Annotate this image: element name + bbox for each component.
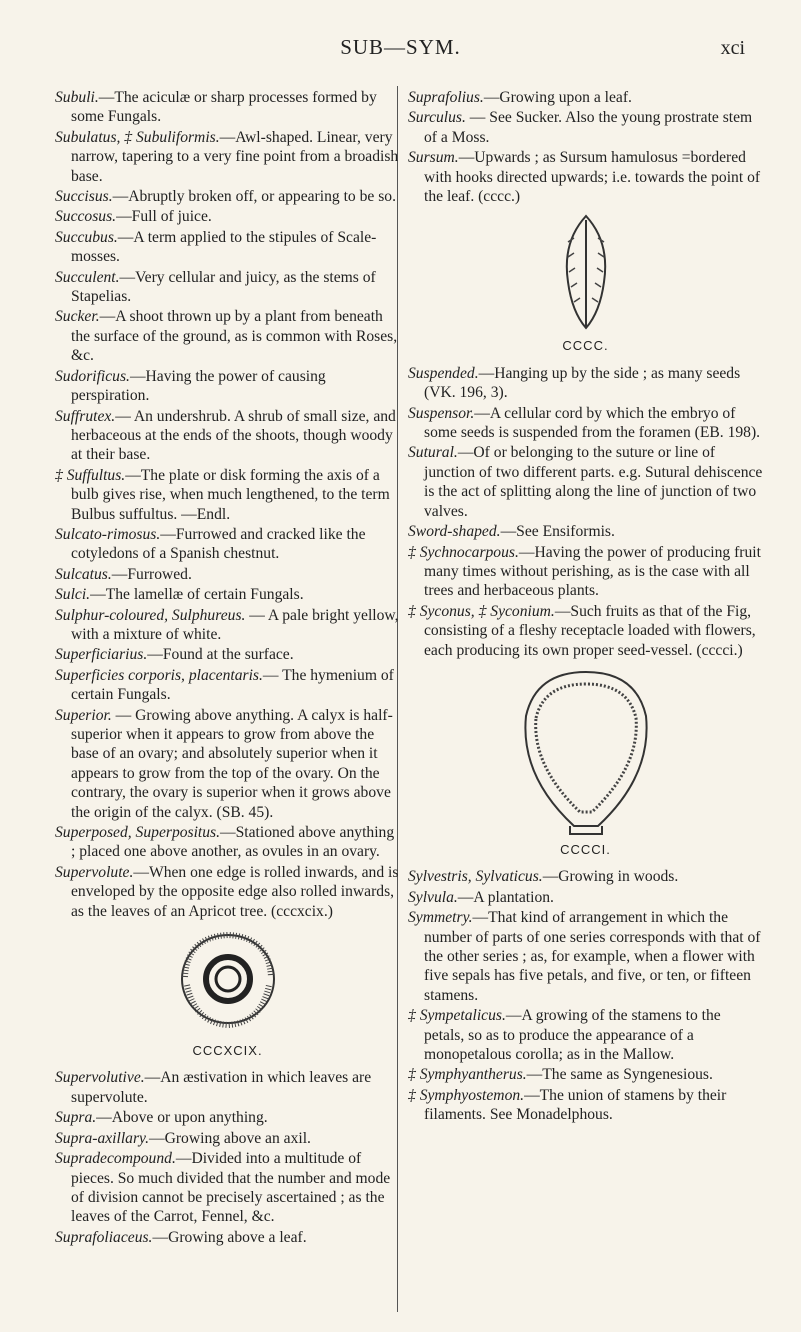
dictionary-entry — [408, 364, 763, 403]
dictionary-entry — [55, 863, 400, 921]
entry-definition: —Such fruits as that of the Fig, consisting of a fleshy receptacle loaded with flowers, each producing its own proper seed-vessel. (cccci.) — [424, 602, 756, 659]
entry-definition: —Awl-shaped. Linear, very narrow, tapering to a very fine point from a broadish base. — [71, 128, 399, 185]
figure-caption: CCCXCIX. — [192, 1043, 263, 1059]
entry-term: Supervolutive. — [55, 1069, 145, 1087]
dictionary-entry — [55, 367, 400, 406]
dictionary-entry — [408, 1065, 763, 1084]
entry-definition: —A shoot thrown up by a plant from beneath the surface of the ground, as is common with Roses, &c. — [71, 308, 398, 365]
entry-definition: —Stationed above anything ; placed one above another, as ovules in an ovary. — [71, 824, 395, 861]
entry-term: ‡ Sychnocarpous. — [408, 543, 519, 561]
figure-caption: CCCCI. — [560, 841, 611, 857]
figure-cccci — [408, 666, 763, 859]
dictionary-entry — [55, 585, 400, 604]
left-column — [55, 88, 400, 1248]
entry-term: Supra-axillary. — [55, 1129, 149, 1147]
entry-definition: —Abruptly broken off, or appearing to be so. — [112, 188, 396, 206]
entry-term: ‡ Suffultus. — [55, 466, 126, 484]
dictionary-entry — [55, 228, 400, 267]
dictionary-entry — [55, 565, 400, 584]
entry-term: Sudorificus. — [55, 367, 130, 385]
dictionary-entry — [55, 187, 400, 206]
entry-definition: —Found at the surface. — [147, 646, 294, 664]
entry-definition: —A plantation. — [457, 888, 554, 906]
entry-term: Suprafolius. — [408, 89, 484, 106]
entry-term: Supradecompound. — [55, 1150, 176, 1168]
figure-cccc — [408, 212, 763, 355]
dictionary-entry — [55, 307, 400, 365]
entry-definition: —Above or upon anything. — [96, 1109, 268, 1127]
dictionary-entry — [408, 908, 763, 1005]
dictionary-entry — [408, 1086, 763, 1125]
entry-definition: —Having the power of causing perspiration. — [71, 367, 326, 405]
entry-term: Supra. — [55, 1109, 97, 1127]
figure-caption: CCCC. — [562, 338, 609, 354]
entry-term: ‡ Symphyantherus. — [408, 1066, 527, 1084]
entry-definition: —Growing above an axil. — [149, 1129, 311, 1147]
entry-definition: —Growing above a leaf. — [152, 1228, 307, 1246]
entry-definition: —The same as Syngenesious. — [526, 1066, 713, 1084]
entry-definition: — The hymenium of certain Fungals. — [71, 666, 394, 704]
entry-definition: —A term applied to the stipules of Scale-mosses. — [71, 228, 377, 266]
dictionary-entry — [408, 148, 763, 206]
dictionary-entry — [408, 543, 763, 601]
entry-term: Superficiarius. — [55, 646, 148, 664]
entry-term: Sutural. — [408, 444, 458, 462]
entry-term: Symmetry. — [408, 909, 473, 927]
entry-definition: —Hanging up by the side ; as many seeds (VK. 196, 3). — [424, 364, 741, 402]
page-number: xci — [720, 37, 745, 59]
entry-definition: —The union of stamens by their filaments. See Monadelphous. — [424, 1086, 727, 1124]
entry-term: Surculus. — [408, 109, 466, 127]
dictionary-entry — [408, 1006, 763, 1064]
entry-definition: —Very cellular and juicy, as the stems of Stapelias. — [71, 268, 376, 306]
right-column — [408, 88, 763, 1126]
entry-definition: — A pale bright yellow, with a mixture of white. — [71, 606, 399, 643]
entry-term: Sursum. — [408, 149, 459, 167]
entry-definition: — Growing above anything. A calyx is half-superior when it appears to grow from above the base of an ovary; and absolutely superior when it appears to grow from the top of the ovary. On the contrary, the ovary is superior when it grows above the origin of the calyx. (SB. 45). — [71, 706, 393, 821]
entry-definition: —See Ensiformis. — [500, 523, 615, 541]
dictionary-entry — [55, 88, 400, 127]
entry-definition: — An undershrub. A shrub of small size, and herbaceous at the ends of the shoots, though woody at their base. — [71, 407, 396, 464]
dictionary-entry — [408, 108, 763, 147]
entry-definition: —When one edge is rolled inwards, and is enveloped by the opposite edge also rolled inwards, as the leaves of an Apricot tree. (cccxcix.) — [71, 863, 399, 920]
dictionary-entry — [408, 443, 763, 521]
entry-term: Suprafoliaceus. — [55, 1228, 153, 1246]
entry-definition: —Upwards ; as Sursum hamulosus =bordered with hooks directed upwards; i.e. towards the point of the leaf. (cccc.) — [424, 149, 761, 206]
entry-term: ‡ Sympetalicus. — [408, 1007, 506, 1025]
entry-term: Suspensor. — [408, 404, 475, 422]
entry-term: Succubus. — [55, 228, 118, 246]
entry-term: Succulent. — [55, 268, 120, 286]
dictionary-entry — [55, 606, 400, 645]
dictionary-entry — [408, 602, 763, 660]
entry-term: Superposed, Superpositus. — [55, 824, 221, 842]
entry-term: Supervolute. — [55, 863, 134, 881]
entry-definition: —Having the power of producing fruit many times without perishing, as is the case with all trees and herbaceous plants. — [424, 543, 761, 600]
entry-term: Sylvestris, Sylvaticus. — [408, 868, 543, 886]
dictionary-entry — [55, 1129, 400, 1148]
entry-term: ‡ Syconus, ‡ Syconium. — [408, 602, 555, 620]
dictionary-entry — [55, 207, 400, 226]
entry-term: Succisus. — [55, 188, 113, 206]
dictionary-entry — [55, 1228, 400, 1247]
entry-definition: —Furrowed. — [111, 565, 192, 583]
dictionary-entry — [55, 525, 400, 564]
entry-term: Suspended. — [408, 364, 479, 382]
dictionary-entry — [55, 1108, 400, 1127]
entry-definition: —Full of juice. — [116, 208, 212, 226]
entry-definition: —The lamellæ of certain Fungals. — [90, 586, 304, 604]
dictionary-entry — [408, 88, 763, 107]
running-title: SUB—SYM. — [340, 35, 461, 59]
dictionary-entry — [55, 466, 400, 524]
dictionary-entry — [55, 1068, 400, 1107]
entry-term: Sucker. — [55, 308, 100, 326]
entry-term: Subulatus, ‡ Subuliformis. — [55, 128, 220, 146]
dictionary-entry — [408, 888, 763, 907]
dictionary-entry — [408, 404, 763, 443]
dictionary-entry — [55, 268, 400, 307]
entry-term: Suffrutex. — [55, 407, 116, 425]
entry-term: Sulcato-rimosus. — [55, 525, 161, 543]
dictionary-entry — [55, 407, 400, 465]
entry-definition: —That kind of arrangement in which the number of parts of one series corresponds with that of the other series ; as, for example, when a flower with five sepals has five petals, and five, or ten, or fifteen stamens. — [424, 909, 761, 1004]
dictionary-entry — [55, 666, 400, 705]
entry-definition: —Furrowed and cracked like the cotyledons of a Spanish chestnut. — [71, 525, 366, 563]
dictionary-entry — [55, 1149, 400, 1227]
fig-syconium-illustration — [506, 666, 666, 836]
entry-term: Superficies corporis, placentaris. — [55, 666, 263, 684]
hooked-leaf-illustration — [556, 212, 616, 332]
dictionary-entry — [55, 706, 400, 822]
entry-definition: — See Sucker. Also the young prostrate stem of a Moss. — [424, 109, 753, 146]
entry-term: Sword-shaped. — [408, 523, 501, 541]
entry-definition: —The plate or disk forming the axis of a bulb gives rise, when much lengthened, to the term Bulbus suffultus. —Endl. — [71, 466, 390, 523]
entry-definition: —Growing in woods. — [542, 868, 679, 886]
entry-definition: —Growing upon a leaf. — [483, 89, 632, 106]
dictionary-entry — [55, 645, 400, 664]
entry-definition: —A growing of the stamens to the petals, so as to produce the appearance of a monopetalous corolla; as in the Mallow. — [424, 1007, 721, 1063]
entry-definition: —A cellular cord by which the embryo of some seeds is suspended from the foramen (EB. 198). — [424, 404, 761, 442]
entry-definition: —An æstivation in which leaves are supervolute. — [71, 1069, 372, 1106]
entry-term: Subuli. — [55, 89, 99, 106]
dictionary-entry — [55, 128, 400, 186]
entry-term: Succosus. — [55, 208, 117, 226]
figure-cccxcix — [55, 927, 400, 1060]
entry-term: Sulcatus. — [55, 565, 112, 583]
entry-term: Sulci. — [55, 586, 91, 604]
entry-definition: —Of or belonging to the suture or line of junction of two different parts. e.g. Sutural dehiscence is the act of splitting along the line of junction of two valves. — [424, 444, 763, 520]
dictionary-entry — [55, 823, 400, 862]
entry-term: ‡ Symphyostemon. — [408, 1086, 525, 1104]
dictionary-entry — [408, 867, 763, 886]
entry-term: Superior. — [55, 706, 112, 724]
entry-definition: —The aciculæ or sharp processes formed by some Fungals. — [71, 89, 377, 126]
entry-definition: —Divided into a multitude of pieces. So much divided that the number and mode of division cannot be precisely ascertained ; as the leaves of the Carrot, Fennel, &c. — [71, 1150, 391, 1226]
entry-term: Sulphur-coloured, Sulphureus. — [55, 606, 246, 624]
supervolute-leaf-illustration — [173, 927, 283, 1037]
dictionary-entry — [408, 522, 763, 541]
page-header — [0, 35, 801, 63]
entry-term: Sylvula. — [408, 888, 458, 906]
